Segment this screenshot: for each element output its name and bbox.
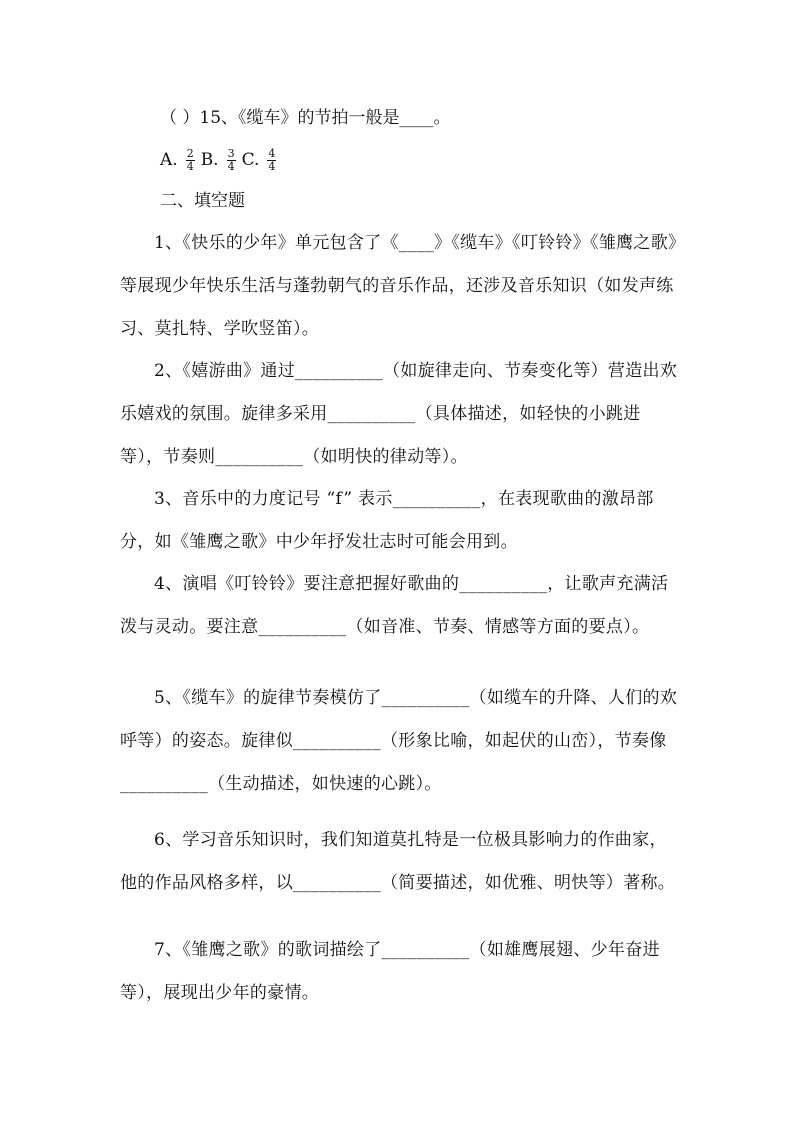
option-c-fraction: $\frac{4}{4}$ bbox=[268, 147, 276, 173]
section-title: 二、填空题 bbox=[160, 191, 245, 211]
option-b-label: B. bbox=[200, 150, 219, 170]
question-15-options bbox=[160, 146, 720, 174]
fill-blank-2: 2、《嬉游曲》通过__________（如旋律走向、节奏变化等）营造出欢乐嬉戏的氛围。旋律多采用__________（具体描述，如轻快的小跳进等），节奏则__________（如明快的律动等）。 bbox=[120, 361, 678, 467]
fill-blank-7: 7、《雏鹰之歌》的歌词描绘了__________（如雄鹰展翅、少年奋进等），展现出少年的豪情。 bbox=[120, 940, 660, 1003]
option-c-label: C. bbox=[241, 150, 260, 170]
fill-blank-5: 5、《缆车》的旋律节奏模仿了__________（如缆车的升降、人们的欢呼等）的姿态。旋律似__________（形象比喻，如起伏的山峦），节奏像__________（生动描述，如快速的心跳）。 bbox=[120, 688, 678, 794]
fill-blank-4: 4、演唱《叮铃铃》要注意把握好歌曲的__________，让歌声充满活泼与灵动。要注意__________（如音准、节奏、情感等方面的要点）。 bbox=[120, 574, 669, 637]
fill-blank-1: 1、《快乐的少年》单元包含了《____》《缆车》《叮铃铃》《雏鹰之歌》等展现少年快乐生活与蓬勃朝气的音乐作品，还涉及音乐知识（如发声练习、莫扎特、学吹竖笛）。 bbox=[120, 233, 677, 339]
option-b-fraction: $\frac{3}{4}$ bbox=[227, 147, 235, 173]
fill-blank-6: 6、学习音乐知识时，我们知道莫扎特是一位极具影响力的作曲家，他的作品风格多样，以__________（简要描述，如优雅、明快等）著称。 bbox=[120, 830, 676, 893]
fill-blank-3: 3、音乐中的力度记号 “f” 表示__________，在表现歌曲的激昂部分，如《雏鹰之歌》中少年抒发壮志时可能会用到。 bbox=[120, 489, 654, 552]
option-a-label: A. bbox=[160, 150, 178, 170]
option-a-fraction: $\frac{2}{4}$ bbox=[186, 147, 194, 173]
question-15-stem: （ ）15、《缆车》的节拍一般是____。 bbox=[160, 108, 451, 128]
